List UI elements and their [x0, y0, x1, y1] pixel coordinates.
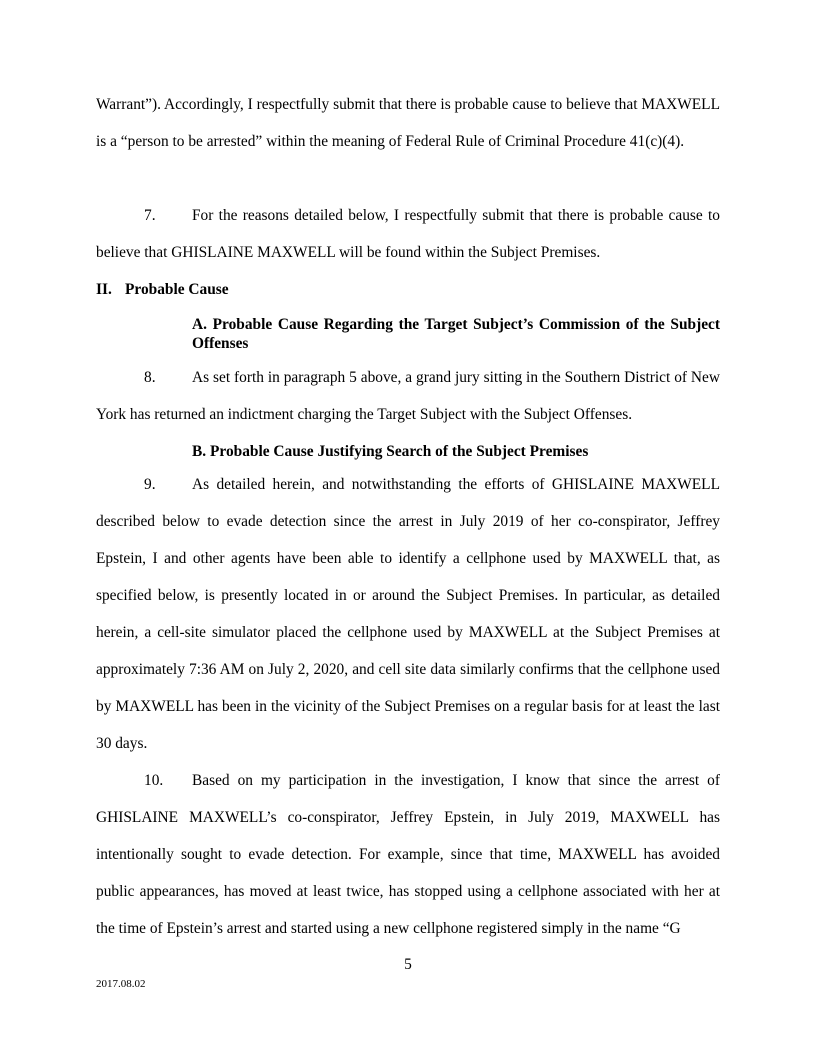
subsection-heading-b — [192, 442, 720, 461]
paragraph-10 — [96, 762, 720, 947]
section-heading-probable-cause — [96, 278, 229, 302]
paragraph-text: For the reasons detailed below, I respectfully submit that there is probable cause to believe that GHISLAINE MAXWELL will be found within the Subject Premises. — [96, 207, 720, 261]
paragraph-text: Based on my participation in the investigation, I know that since the arrest of GHISLAINE MAXWELL’s co-conspirator, Jeffrey Epstein, in July 2019, MAXWELL has intentionally sought to evade detection. For example, since that time, MAXWELL has avoided public appearances, has moved at least twice, has stopped using a cellphone associated with her at the time of Epstein’s arrest and started using a new cellphone registered simply in the name “G — [96, 772, 720, 937]
paragraph-number: 9. — [144, 476, 156, 493]
subsection-title: Probable Cause Justifying Search of the Subject Premises — [209, 443, 589, 460]
page-number: 5 — [404, 956, 412, 973]
subsection-title: Probable Cause Regarding the Target Subject’s Commission of the Subject Offenses — [192, 316, 720, 352]
paragraph-continuation: Warrant”). Accordingly, I respectfully submit that there is probable cause to believe that MAXWELL is a “person to be arrested” within the meaning of Federal Rule of Criminal Procedure 41(c)(4). — [96, 96, 720, 150]
subsection-number: A. — [192, 316, 207, 333]
paragraph-8 — [96, 359, 720, 433]
section-title: Probable Cause — [125, 281, 229, 298]
paragraph-number: 10. — [144, 772, 164, 789]
section-number: II. — [96, 281, 112, 298]
paragraph-text: As set forth in paragraph 5 above, a grand jury sitting in the Southern District of New York has returned an indictment charging the Target Subject with the Subject Offenses. — [96, 369, 720, 423]
footer-date-code: 2017.08.02 — [96, 978, 146, 990]
paragraph-9 — [96, 466, 720, 762]
paragraph-text: As detailed herein, and notwithstanding the efforts of GHISLAINE MAXWELL described below to evade detection since the arrest in July 2019 of her co-conspirator, Jeffrey Epstein, I and other agents have been able to identify a cellphone used by MAXWELL that, as specified below, is presently located in or around the Subject Premises. In particular, as detailed herein, a cell-site simulator placed the cellphone used by MAXWELL at the Subject Premises at approximately 7:36 AM on July 2, 2020, and cell site data similarly confirms that the cellphone used by MAXWELL has been in the vicinity of the Subject Premises on a regular basis for at least the last 30 days. — [96, 476, 720, 752]
paragraph-7 — [96, 197, 720, 271]
subsection-number: B. — [192, 443, 207, 460]
paragraph-number: 8. — [144, 369, 156, 386]
paragraph-number: 7. — [144, 207, 156, 224]
subsection-heading-a — [192, 315, 720, 353]
